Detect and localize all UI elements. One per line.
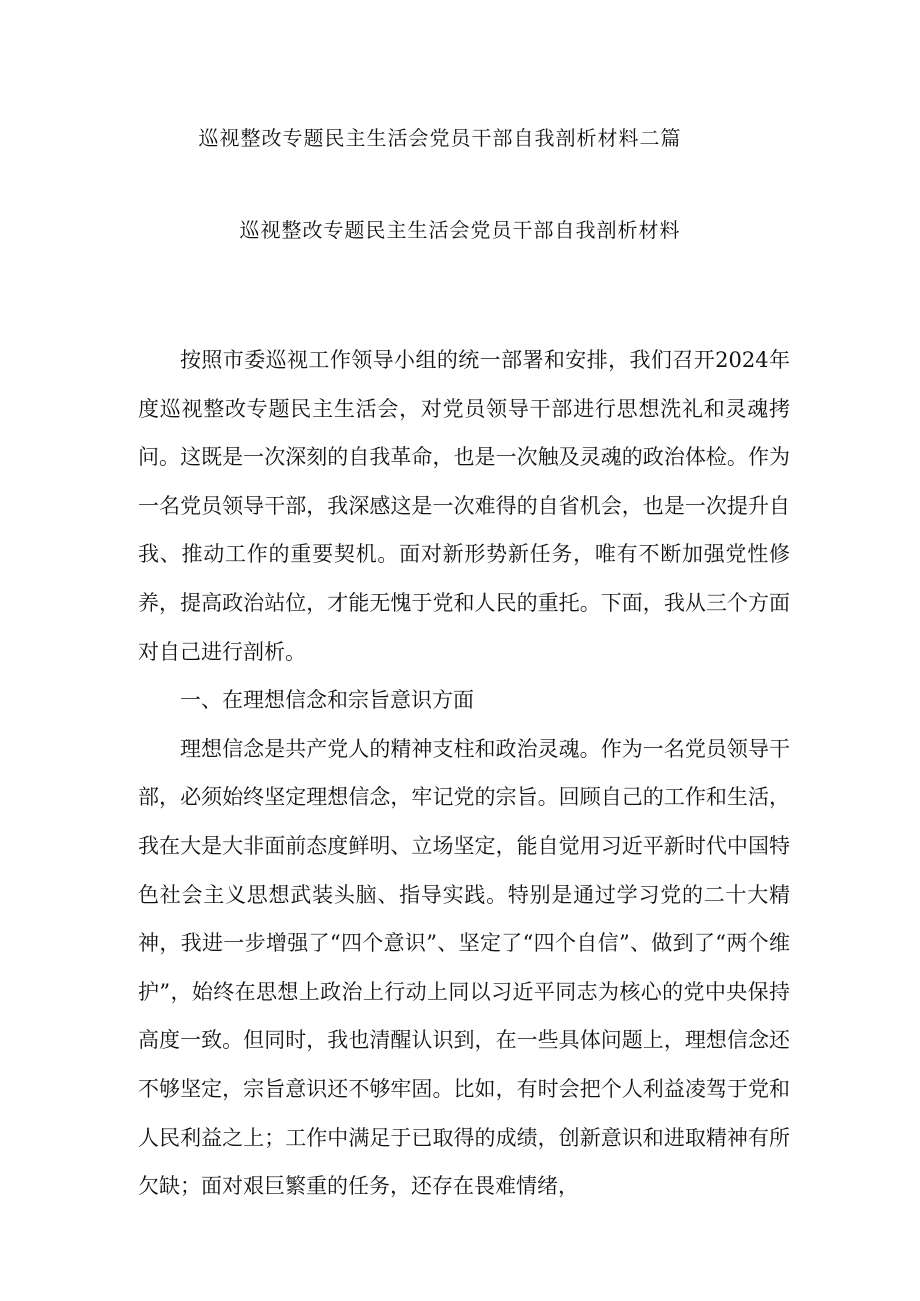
- document-body: [138, 336, 790, 1211]
- document-sub-title: 巡视整改专题民主生活会党员干部自我剖析材料: [239, 218, 681, 242]
- document-main-title: 巡视整改专题民主生活会党员干部自我剖析材料二篇: [198, 126, 682, 150]
- intro-paragraph: 按照市委巡视工作领导小组的统一部署和安排，我们召开2024年度巡视整改专题民主生活会，对党员领导干部进行思想洗礼和灵魂拷问。这既是一次深刻的自我革命，也是一次触及灵魂的政治体检。作为一名党员领导干部，我深感这是一次难得的自省机会，也是一次提升自我、推动工作的重要契机。面对新形势新任务，唯有不断加强党性修养，提高政治站位，才能无愧于党和人民的重托。下面，我从三个方面对自己进行剖析。: [138, 348, 790, 664]
- section-heading: 一、在理想信念和宗旨意识方面: [180, 688, 474, 713]
- body-paragraph: 理想信念是共产党人的精神支柱和政治灵魂。作为一名党员领导干部，必须始终坚定理想信念，牢记党的宗旨。回顾自己的工作和生活，我在大是大非面前态度鲜明、立场坚定，能自觉用习近平新时代中国特色社会主义思想武装头脑、指导实践。特别是通过学习党的二十大精神，我进一步增强了“四个意识”、坚定了“四个自信”、做到了“两个维护”，始终在思想上政治上行动上同以习近平同志为核心的党中央保持高度一致。但同时，我也清醒认识到，在一些具体问题上，理想信念还不够坚定，宗旨意识还不够牢固。比如，有时会把个人利益凌驾于党和人民利益之上；工作中满足于已取得的成绩，创新意识和进取精神有所欠缺；面对艰巨繁重的任务，还存在畏难情绪，: [138, 736, 790, 1199]
